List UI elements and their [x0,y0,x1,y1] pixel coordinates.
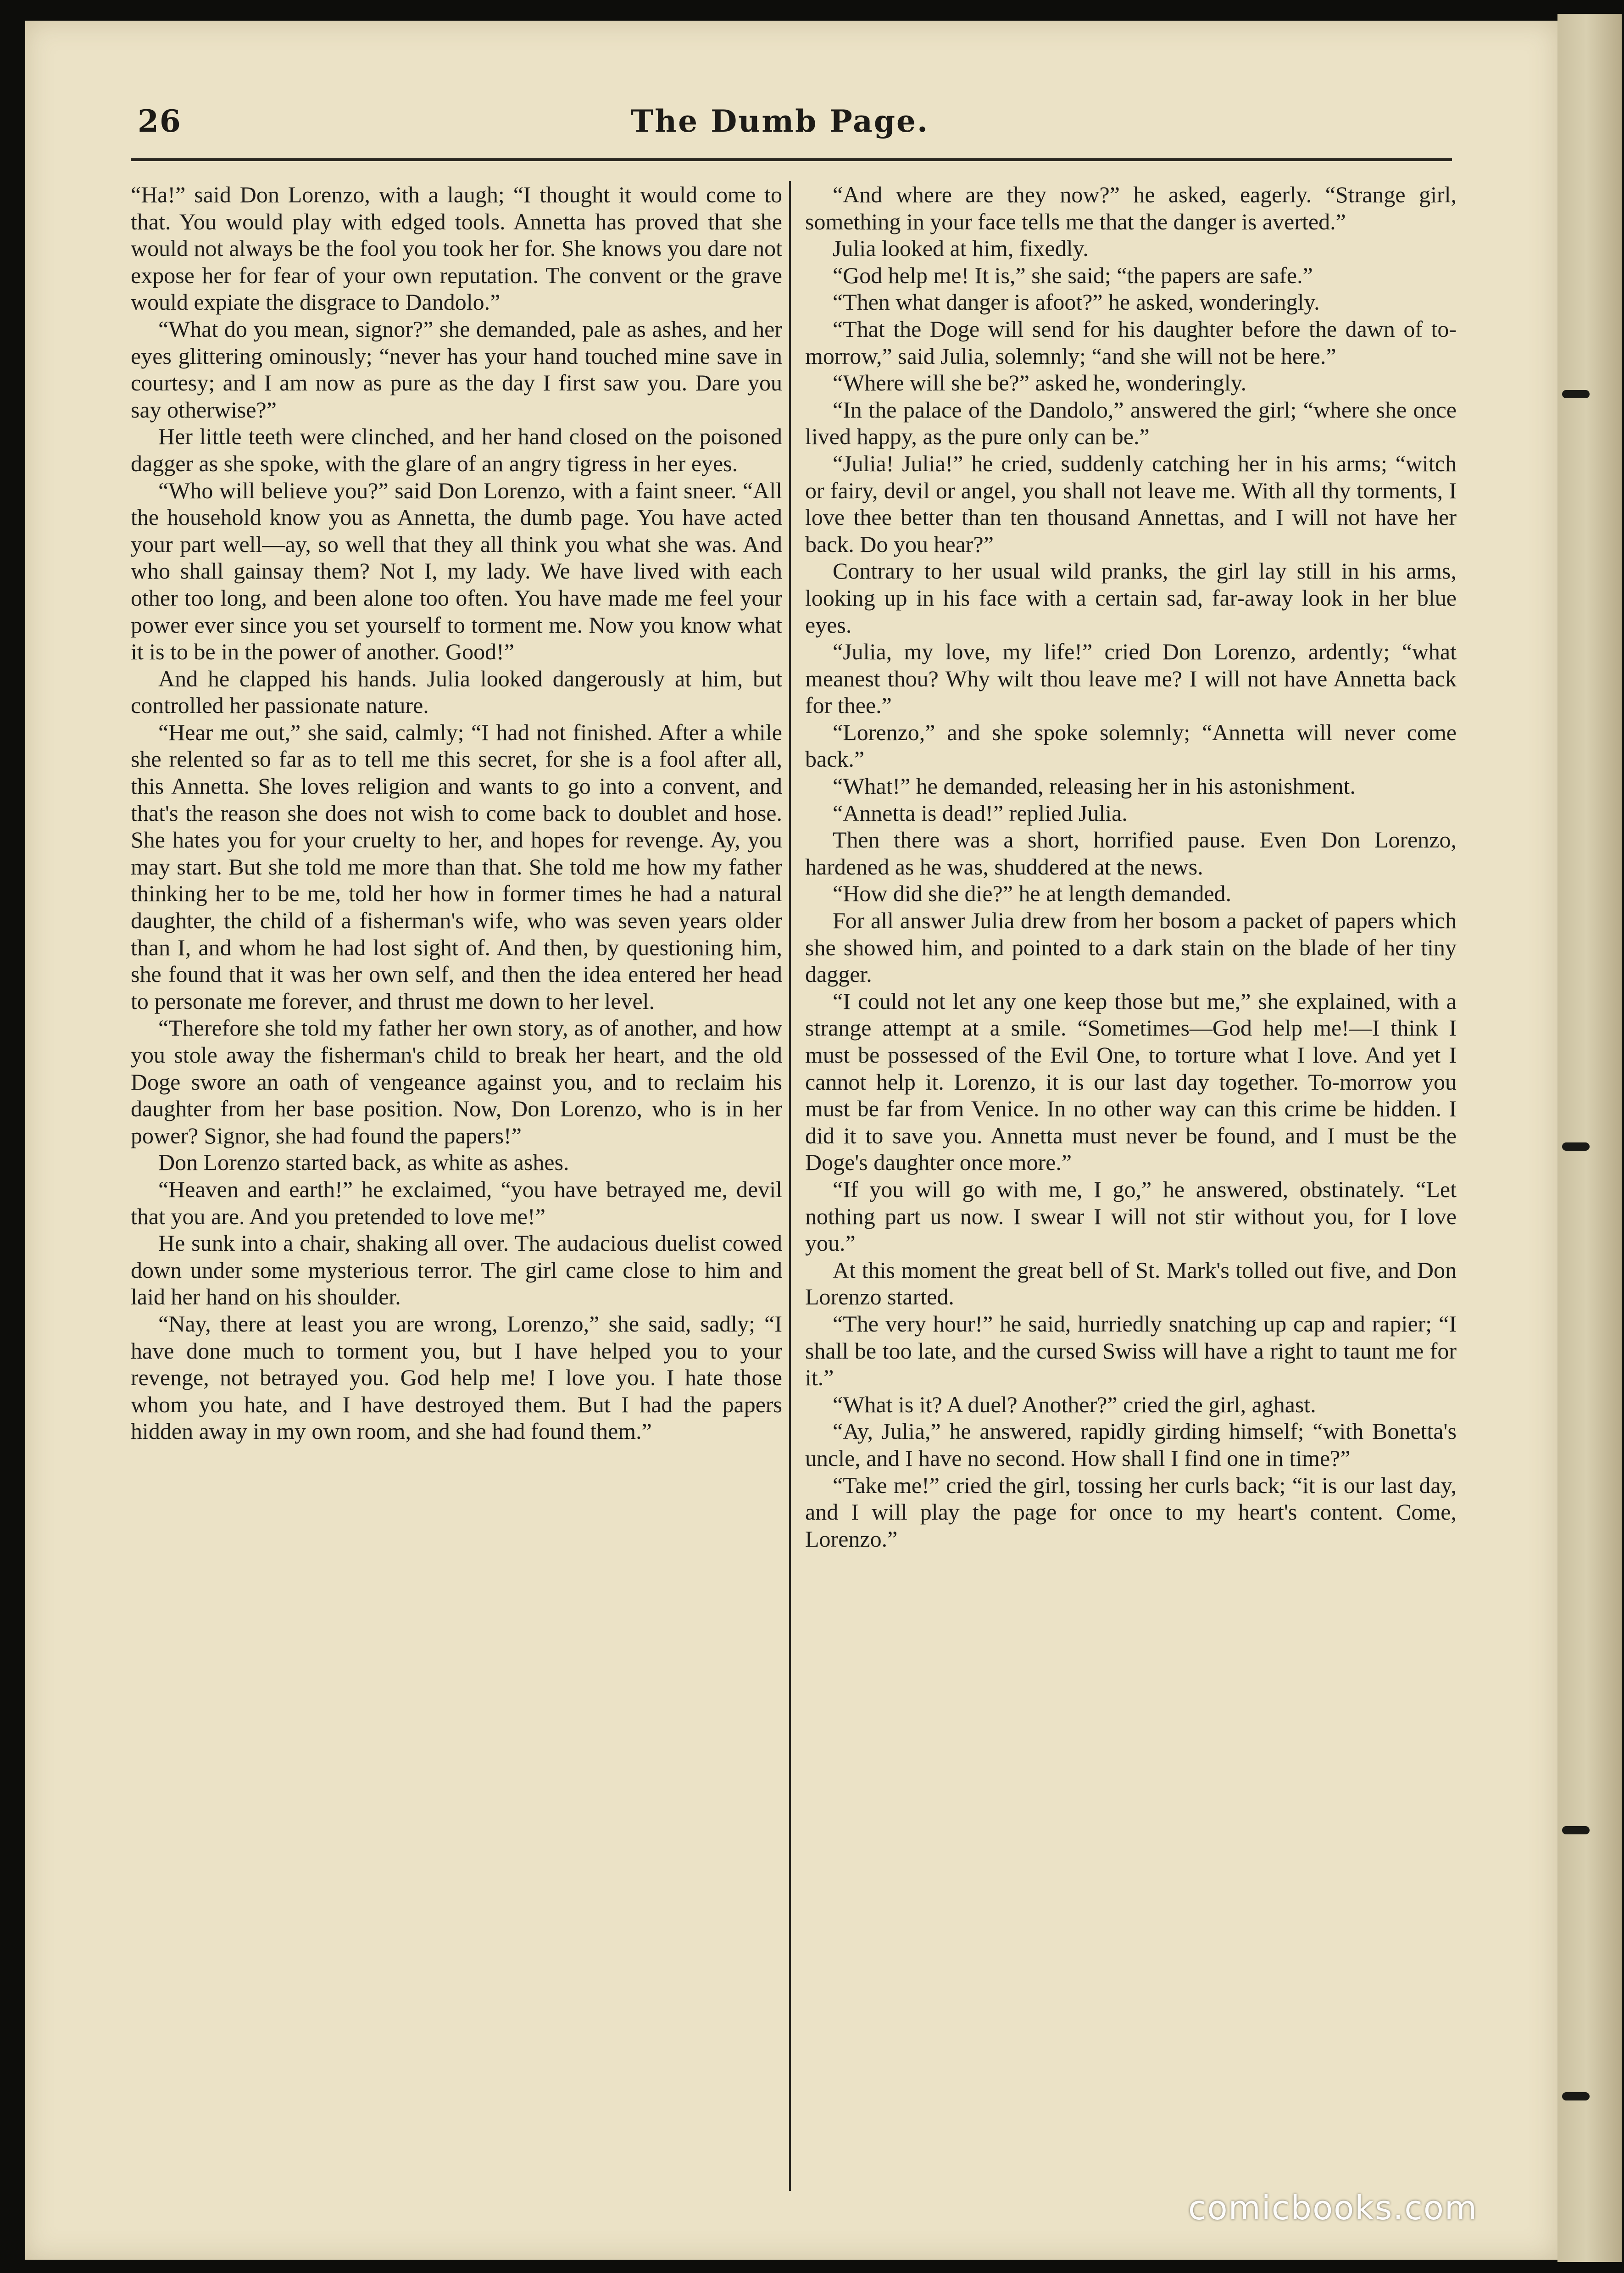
paragraph: “Lorenzo,” and she spoke solemnly; “Annetta will never come back.” [805,719,1457,772]
paragraph: Then there was a short, horrified pause. Even Don Lorenzo, hardened as he was, shuddered at the news. [805,827,1457,880]
paragraph: “Annetta is dead!” replied Julia. [833,800,1128,826]
paragraph: “I could not let any one keep those but me,” she explained, with a strange attempt at a smile. “Sometimes—God help me!—I think I must be possessed of the Evil One, to torture what I love. And yet I cannot help it. Lorenzo, it is our last day together. To-morrow you must be far from Venice. In no other way can this crime be hidden. I did it to save you. Annetta must never be found, and I must be the Doge's daughter once more.” [805,988,1457,1175]
paragraph: “God help me! It is,” she said; “the papers are safe.” [833,262,1313,288]
binding-mark [1562,2092,1590,2100]
paragraph: “Therefore she told my father her own story, as of another, and how you stole away the fisherman's child to break her heart, and the old Doge swore an oath of vengeance against you, and to reclaim his daughter from her base position. Now, Don Lorenzo, who is in her power? Signor, she had found the papers!” [131,1015,782,1148]
paragraph: “How did she die?” he at length demanded. [833,880,1232,907]
paragraph: “What do you mean, signor?” she demanded, pale as ashes, and her eyes glittering ominously; “never has your hand touched mine save in courtesy; and I am now as pure as the day I first saw you. Dare you say otherwise?” [131,316,782,423]
paragraph: “And where are they now?” he asked, eagerly. “Strange girl, something in your face tells me that the danger is averted.” [805,182,1457,234]
page-number: 26 [138,103,182,139]
paragraph: “Heaven and earth!” he exclaimed, “you have betrayed me, devil that you are. And you pretended to love me!” [131,1176,782,1229]
binding-mark [1562,1142,1590,1151]
paragraph: “Hear me out,” she said, calmly; “I had not finished. After a while she relented so far as to tell me this secret, for she is a fool after all, this Annetta. She loves religion and wants to go into a convent, and that's the reason she does not wish to come back to doublet and hose. She hates you for your cruelty to her, and hopes for revenge. Ay, you may start. But she told me more than that. She told me how my father thinking her to be me, told her how in former times he had a natural daughter, the child of a fisherman's wife, who was seven years older than I, and whom he had lost sight of. And then, by questioning him, she found that it was her own self, and then the idea entered her head to personate me forever, and thrust me down to her level. [131,719,782,1014]
paragraph: “Then what danger is afoot?” he asked, wonderingly. [833,289,1320,315]
page-edge [1557,14,1622,2262]
paragraph: “What is it? A duel? Another?” cried the girl, aghast. [833,1391,1316,1417]
column-divider [789,181,791,2191]
paragraph: “Where will she be?” asked he, wonderingly. [833,370,1246,396]
paragraph: Her little teeth were clinched, and her hand closed on the poisoned dagger as she spoke, with the glare of an angry tigress in her eyes. [131,423,782,476]
paragraph: “Julia, my love, my life!” cried Don Lorenzo, ardently; “what meanest thou? Why wilt thou leave me? I will not have Annetta back for thee.” [805,639,1457,719]
paragraph: “Take me!” cried the girl, tossing her curls back; “it is our last day, and I will play the page for once to my heart's content. Come, Lorenzo.” [805,1472,1457,1552]
page-title: The Dumb Page. [631,103,929,139]
paragraph: “That the Doge will send for his daughter before the dawn of to-morrow,” said Julia, solemnly; “and she will not be here.” [805,316,1457,369]
paragraph: Don Lorenzo started back, as white as ashes. [158,1149,569,1175]
page-header [110,99,1450,149]
paragraph: He sunk into a chair, shaking all over. The audacious duelist cowed down under some mysterious terror. The girl came close to him and laid her hand on his shoulder. [131,1230,782,1310]
paragraph: “Nay, there at least you are wrong, Lorenzo,” she said, sadly; “I have done much to torment you, but I have helped you to your revenge, not betrayed you. God help me! I love you. I hate those whom you hate, and I have destroyed them. But I had the papers hidden away in my own room, and she had found them.” [131,1310,782,1444]
right-column [805,181,1457,1552]
paragraph: And he clapped his hands. Julia looked dangerously at him, but controlled her passionate nature. [131,665,782,719]
binding-mark [1562,1826,1590,1834]
paragraph: “What!” he demanded, releasing her in his astonishment. [833,773,1356,799]
paragraph: Julia looked at him, fixedly. [833,235,1089,262]
header-rule [131,158,1452,161]
paragraph: “If you will go with me, I go,” he answered, obstinately. “Let nothing part us now. I swear I will not stir without you, for I love you.” [805,1176,1457,1256]
paragraph: “Who will believe you?” said Don Lorenzo, with a faint sneer. “All the household know you as Annetta, the dumb page. You have acted your part well—ay, so well that they all think you what she was. And who shall gainsay them? Not I, my lady. We have lived with each other too long, and been alone too often. You have made me feel your power ever since you set yourself to torment me. Now you know what it is to be in the power of another. Good!” [131,477,782,665]
paragraph: “Ha!” said Don Lorenzo, with a laugh; “I thought it would come to that. You would play with edged tools. Annetta has proved that she would not always be the fool you took her for. She knows you dare not expose her for fear of your own reputation. The convent or the grave would expiate the disgrace to Dandolo.” [131,182,782,315]
paragraph: At this moment the great bell of St. Mark's tolled out five, and Don Lorenzo started. [805,1257,1457,1310]
paragraph: Contrary to her usual wild pranks, the girl lay still in his arms, looking up in his face with a certain sad, far-away look in her blue eyes. [805,558,1457,638]
paragraph: “In the palace of the Dandolo,” answered the girl; “where she once lived happy, as the pure only can be.” [805,396,1457,450]
left-column [131,181,782,1445]
binding-mark [1562,390,1590,398]
paragraph: For all answer Julia drew from her bosom a packet of papers which she showed him, and pointed to a dark stain on the blade of her tiny dagger. [805,908,1457,987]
paragraph: “The very hour!” he said, hurriedly snatching up cap and rapier; “I shall be too late, and the cursed Swiss will have a right to taunt me for it.” [805,1310,1457,1391]
site-watermark: comicbooks.com [1188,2189,1478,2227]
paragraph: “Julia! Julia!” he cried, suddenly catching her in his arms; “witch or fairy, devil or angel, you shall not leave me. With all thy torments, I love thee better than ten thousand Annettas, and I will not have her back. Do you hear?” [805,450,1457,557]
paragraph: “Ay, Julia,” he answered, rapidly girding himself; “with Bonetta's uncle, and I have no second. How shall I find one in time?” [805,1418,1457,1471]
